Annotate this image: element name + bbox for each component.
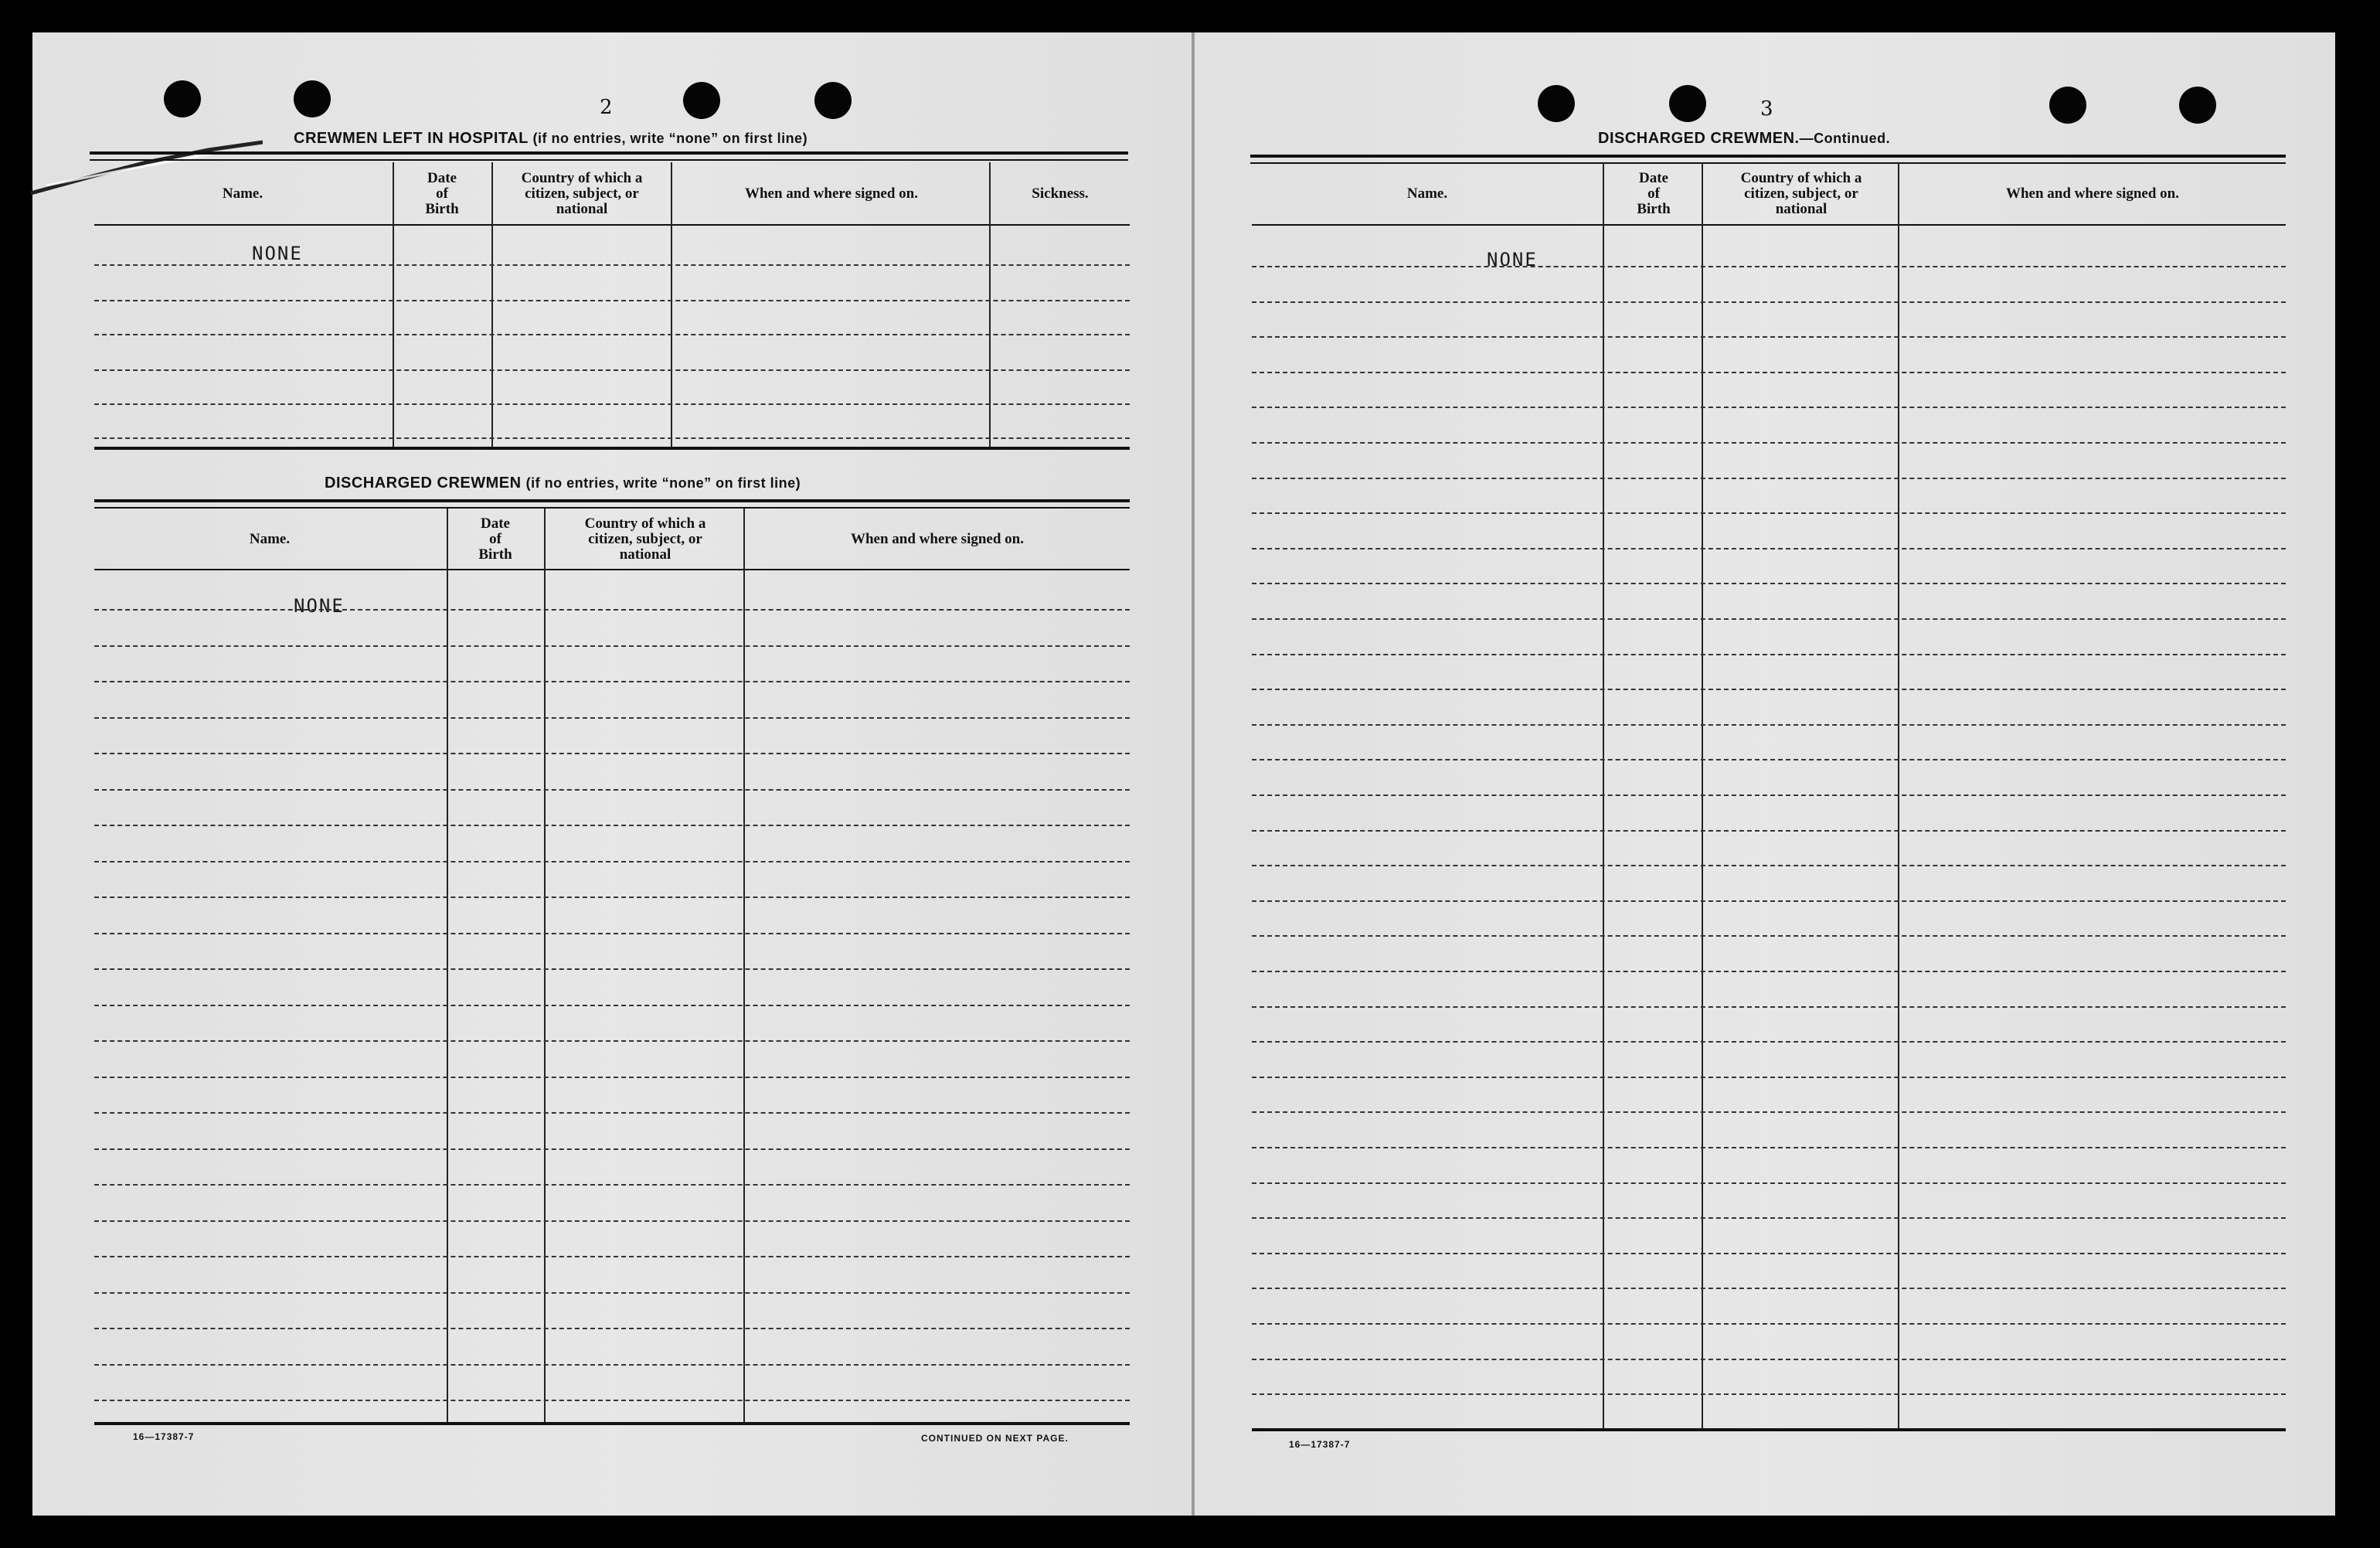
punch-hole bbox=[683, 82, 720, 119]
form-line bbox=[94, 437, 1130, 439]
discharged-header-bottom-rule bbox=[94, 569, 1130, 570]
page-number: 3 bbox=[1760, 97, 1773, 121]
form-line bbox=[1252, 724, 2286, 726]
form-line bbox=[1252, 1111, 2286, 1113]
page-fold bbox=[1192, 32, 1195, 1516]
col-date-of-birth: Date of Birth bbox=[1637, 170, 1671, 217]
form-line bbox=[94, 1364, 1130, 1366]
form-line bbox=[94, 861, 1130, 862]
form-line bbox=[94, 1005, 1130, 1006]
form-line bbox=[1252, 1359, 2286, 1360]
form-line bbox=[94, 825, 1130, 826]
form-line bbox=[94, 1077, 1130, 1078]
form-line bbox=[94, 1328, 1130, 1329]
hospital-table-bottom-rule bbox=[94, 447, 1130, 450]
col-country: Country of which a citizen, subject, or national bbox=[521, 170, 643, 217]
form-line bbox=[94, 645, 1130, 647]
right-table-bottom-rule bbox=[1252, 1428, 2286, 1431]
col-country: Country of which a citizen, subject, or national bbox=[584, 515, 706, 563]
discharged-table-top-rule2 bbox=[94, 507, 1130, 509]
form-code: 16—17387-7 bbox=[1289, 1439, 1351, 1450]
form-line bbox=[94, 753, 1130, 754]
form-code: 16—17387-7 bbox=[133, 1431, 195, 1442]
form-line bbox=[1252, 1147, 2286, 1148]
form-line bbox=[1252, 654, 2286, 655]
col-signed-on: When and where signed on. bbox=[850, 531, 1024, 547]
form-line bbox=[1252, 1288, 2286, 1289]
form-line bbox=[1252, 830, 2286, 832]
form-line bbox=[1252, 1182, 2286, 1184]
col-country: Country of which a citizen, subject, or national bbox=[1740, 170, 1862, 217]
form-line bbox=[94, 968, 1130, 970]
form-line bbox=[1252, 971, 2286, 972]
form-line bbox=[94, 609, 1130, 611]
page-number: 2 bbox=[600, 96, 613, 119]
continued-note: CONTINUED ON NEXT PAGE. bbox=[921, 1433, 1069, 1444]
form-line bbox=[1252, 1323, 2286, 1325]
col-name: Name. bbox=[249, 531, 291, 547]
col-name: Name. bbox=[222, 185, 264, 202]
col-signed-on: When and where signed on. bbox=[2005, 185, 2179, 202]
form-line bbox=[94, 264, 1130, 266]
hospital-header-bottom-rule bbox=[94, 224, 1130, 226]
form-line bbox=[94, 1148, 1130, 1150]
form-line bbox=[94, 717, 1130, 719]
form-line bbox=[1252, 266, 2286, 267]
form-line bbox=[1252, 865, 2286, 866]
form-line bbox=[94, 896, 1130, 898]
form-line bbox=[94, 933, 1130, 934]
right-table-top-rule bbox=[1250, 155, 2286, 158]
form-line bbox=[1252, 900, 2286, 902]
hospital-table-top-rule bbox=[90, 151, 1128, 155]
form-line bbox=[1252, 1006, 2286, 1008]
form-line bbox=[1252, 548, 2286, 549]
right-col-divider bbox=[1898, 162, 1899, 1431]
form-line bbox=[94, 1184, 1130, 1186]
discharged-entry: NONE bbox=[294, 595, 345, 617]
form-line bbox=[1252, 336, 2286, 338]
punch-hole bbox=[814, 82, 852, 119]
hospital-col-divider bbox=[393, 162, 394, 448]
form-line bbox=[94, 1256, 1130, 1257]
form-line bbox=[1252, 301, 2286, 303]
form-line bbox=[1252, 618, 2286, 620]
right-col-divider bbox=[1702, 162, 1703, 1431]
col-date-of-birth: Date of Birth bbox=[478, 515, 512, 563]
form-line bbox=[94, 789, 1130, 791]
form-line bbox=[1252, 1253, 2286, 1254]
form-line bbox=[94, 681, 1130, 682]
form-line bbox=[1252, 442, 2286, 444]
punch-hole bbox=[294, 80, 331, 117]
form-line bbox=[1252, 1041, 2286, 1043]
punch-hole bbox=[2179, 87, 2216, 124]
discharged-section-title: DISCHARGED CREWMEN (if no entries, write “none” on first line) bbox=[325, 475, 801, 492]
form-line bbox=[1252, 407, 2286, 408]
form-line bbox=[1252, 583, 2286, 584]
hospital-table-top-rule2 bbox=[90, 159, 1128, 161]
discharged-continued-entry: NONE bbox=[1487, 249, 1538, 270]
form-line bbox=[1252, 759, 2286, 760]
form-line bbox=[1252, 1077, 2286, 1078]
right-header-bottom-rule bbox=[1252, 224, 2286, 226]
punch-hole bbox=[164, 80, 201, 117]
form-line bbox=[1252, 1393, 2286, 1395]
hospital-col-divider bbox=[491, 162, 493, 448]
form-line bbox=[1252, 689, 2286, 690]
form-line bbox=[94, 403, 1130, 405]
col-name: Name. bbox=[1406, 185, 1448, 202]
form-line bbox=[94, 1112, 1130, 1114]
discharged-table-top-rule bbox=[94, 499, 1130, 502]
form-line bbox=[1252, 935, 2286, 937]
form-line bbox=[1252, 372, 2286, 373]
hospital-col-divider bbox=[989, 162, 991, 448]
hospital-section-title: CREWMEN LEFT IN HOSPITAL (if no entries, write “none” on first line) bbox=[294, 130, 808, 147]
form-line bbox=[94, 334, 1130, 335]
punch-hole bbox=[1538, 85, 1575, 122]
hospital-entry: NONE bbox=[252, 243, 303, 264]
form-line bbox=[94, 1400, 1130, 1401]
col-date-of-birth: Date of Birth bbox=[425, 170, 459, 217]
col-signed-on: When and where signed on. bbox=[744, 185, 918, 202]
col-sickness: Sickness. bbox=[1032, 185, 1089, 202]
form-line bbox=[1252, 512, 2286, 514]
punch-hole bbox=[2049, 87, 2086, 124]
right-col-divider bbox=[1603, 162, 1604, 1431]
form-line bbox=[1252, 1217, 2286, 1219]
hospital-col-divider bbox=[671, 162, 672, 448]
form-line bbox=[94, 369, 1130, 371]
form-line bbox=[94, 1292, 1130, 1294]
discharged-continued-title: DISCHARGED CREWMEN.—Continued. bbox=[1598, 130, 1891, 147]
form-line bbox=[94, 1220, 1130, 1222]
form-line bbox=[94, 1040, 1130, 1042]
form-line bbox=[94, 300, 1130, 301]
form-line bbox=[1252, 794, 2286, 796]
punch-hole bbox=[1669, 85, 1706, 122]
right-page bbox=[1195, 32, 2335, 1516]
discharged-table-bottom-rule bbox=[94, 1422, 1130, 1425]
form-line bbox=[1252, 478, 2286, 479]
